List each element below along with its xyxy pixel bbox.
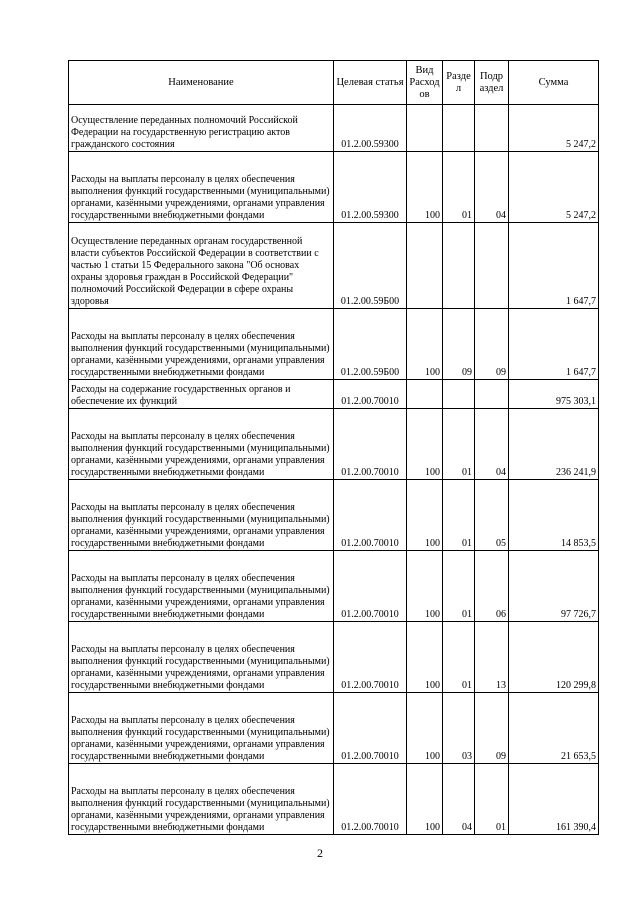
row-name: Осуществление переданных полномочий Российской Федерации на государственную регистрацию актов гражданского состояния: [69, 105, 334, 152]
row-summa: 1 647,7: [509, 309, 599, 380]
row-target: 01.2.00.59Б00: [334, 223, 407, 309]
row-name: Расходы на выплаты персоналу в целях обеспечения выполнения функций государственными (муниципальными) органами, казёнными учреждениями, органами управления государственными внебюджетными фондами: [69, 764, 334, 835]
row-name: Расходы на выплаты персоналу в целях обеспечения выполнения функций государственными (муниципальными) органами, казёнными учреждениями, органами управления государственными внебюджетными фондами: [69, 309, 334, 380]
row-razdel: 01: [443, 409, 475, 480]
row-target: 01.2.00.59300: [334, 152, 407, 223]
row-podrazdel: 05: [475, 480, 509, 551]
row-name: Осуществление переданных органам государственной власти субъектов Российской Федерации в соответствии с частью 1 статьи 15 Федерального закона "Об основах охраны здоровья граждан в Российской Федерации" полномочий Российской Федерации в сфере охраны здоровья: [69, 223, 334, 309]
row-name: Расходы на выплаты персоналу в целях обеспечения выполнения функций государственными (муниципальными) органами, казёнными учреждениями, органами управления государственными внебюджетными фондами: [69, 551, 334, 622]
row-summa: 161 390,4: [509, 764, 599, 835]
table-row: [69, 152, 599, 223]
table-row: [69, 105, 599, 152]
row-razdel: 03: [443, 693, 475, 764]
budget-table: [68, 60, 599, 835]
row-podrazdel: 06: [475, 551, 509, 622]
row-target: 01.2.00.70010: [334, 764, 407, 835]
row-razdel: 01: [443, 622, 475, 693]
row-target: 01.2.00.70010: [334, 480, 407, 551]
header-name: Наименование: [69, 61, 334, 105]
row-vid: 100: [407, 622, 443, 693]
row-razdel: [443, 223, 475, 309]
row-name: Расходы на выплаты персоналу в целях обеспечения выполнения функций государственными (муниципальными) органами, казёнными учреждениями, органами управления государственными внебюджетными фондами: [69, 152, 334, 223]
row-podrazdel: 13: [475, 622, 509, 693]
row-razdel: [443, 105, 475, 152]
row-vid: [407, 380, 443, 409]
row-summa: 5 247,2: [509, 105, 599, 152]
row-podrazdel: 09: [475, 309, 509, 380]
row-vid: 100: [407, 480, 443, 551]
table-row: [69, 764, 599, 835]
table-row: [69, 309, 599, 380]
row-razdel: 01: [443, 551, 475, 622]
row-summa: 14 853,5: [509, 480, 599, 551]
header-vid: Вид Расход ов: [407, 61, 443, 105]
row-razdel: 09: [443, 309, 475, 380]
row-target: 01.2.00.70010: [334, 622, 407, 693]
header-target: Целевая статья: [334, 61, 407, 105]
row-vid: [407, 223, 443, 309]
row-podrazdel: 01: [475, 764, 509, 835]
table-row: [69, 223, 599, 309]
row-vid: 100: [407, 309, 443, 380]
header-razdel: Разде л: [443, 61, 475, 105]
row-razdel: [443, 380, 475, 409]
row-podrazdel: 04: [475, 409, 509, 480]
page-number: 2: [317, 846, 323, 860]
row-vid: 100: [407, 152, 443, 223]
row-summa: 236 241,9: [509, 409, 599, 480]
header-summa: Сумма: [509, 61, 599, 105]
row-summa: 21 653,5: [509, 693, 599, 764]
row-name: Расходы на выплаты персоналу в целях обеспечения выполнения функций государственными (муниципальными) органами, казёнными учреждениями, органами управления государственными внебюджетными фондами: [69, 480, 334, 551]
table-row: [69, 380, 599, 409]
row-target: 01.2.00.70010: [334, 409, 407, 480]
row-name: Расходы на содержание государственных органов и обеспечение их функций: [69, 380, 334, 409]
table-row: [69, 409, 599, 480]
row-target: 01.2.00.70010: [334, 380, 407, 409]
row-podrazdel: [475, 223, 509, 309]
table-row: [69, 480, 599, 551]
row-podrazdel: 09: [475, 693, 509, 764]
row-target: 01.2.00.59Б00: [334, 309, 407, 380]
row-name: Расходы на выплаты персоналу в целях обеспечения выполнения функций государственными (муниципальными) органами, казёнными учреждениями, органами управления государственными внебюджетными фондами: [69, 409, 334, 480]
row-summa: 97 726,7: [509, 551, 599, 622]
row-name: Расходы на выплаты персоналу в целях обеспечения выполнения функций государственными (муниципальными) органами, казёнными учреждениями, органами управления государственными внебюджетными фондами: [69, 622, 334, 693]
row-target: 01.2.00.59300: [334, 105, 407, 152]
row-vid: 100: [407, 693, 443, 764]
row-vid: 100: [407, 764, 443, 835]
table-row: [69, 693, 599, 764]
row-vid: 100: [407, 551, 443, 622]
row-target: 01.2.00.70010: [334, 693, 407, 764]
table-row: [69, 622, 599, 693]
row-podrazdel: [475, 105, 509, 152]
row-podrazdel: 04: [475, 152, 509, 223]
row-razdel: 04: [443, 764, 475, 835]
row-razdel: 01: [443, 152, 475, 223]
row-vid: 100: [407, 409, 443, 480]
row-razdel: 01: [443, 480, 475, 551]
row-target: 01.2.00.70010: [334, 551, 407, 622]
row-summa: 975 303,1: [509, 380, 599, 409]
table-row: [69, 551, 599, 622]
row-name: Расходы на выплаты персоналу в целях обеспечения выполнения функций государственными (муниципальными) органами, казёнными учреждениями, органами управления государственными внебюджетными фондами: [69, 693, 334, 764]
row-podrazdel: [475, 380, 509, 409]
table-header-row: [69, 61, 599, 105]
header-podrazdel: Подр аздел: [475, 61, 509, 105]
row-summa: 5 247,2: [509, 152, 599, 223]
row-summa: 120 299,8: [509, 622, 599, 693]
row-summa: 1 647,7: [509, 223, 599, 309]
row-vid: [407, 105, 443, 152]
